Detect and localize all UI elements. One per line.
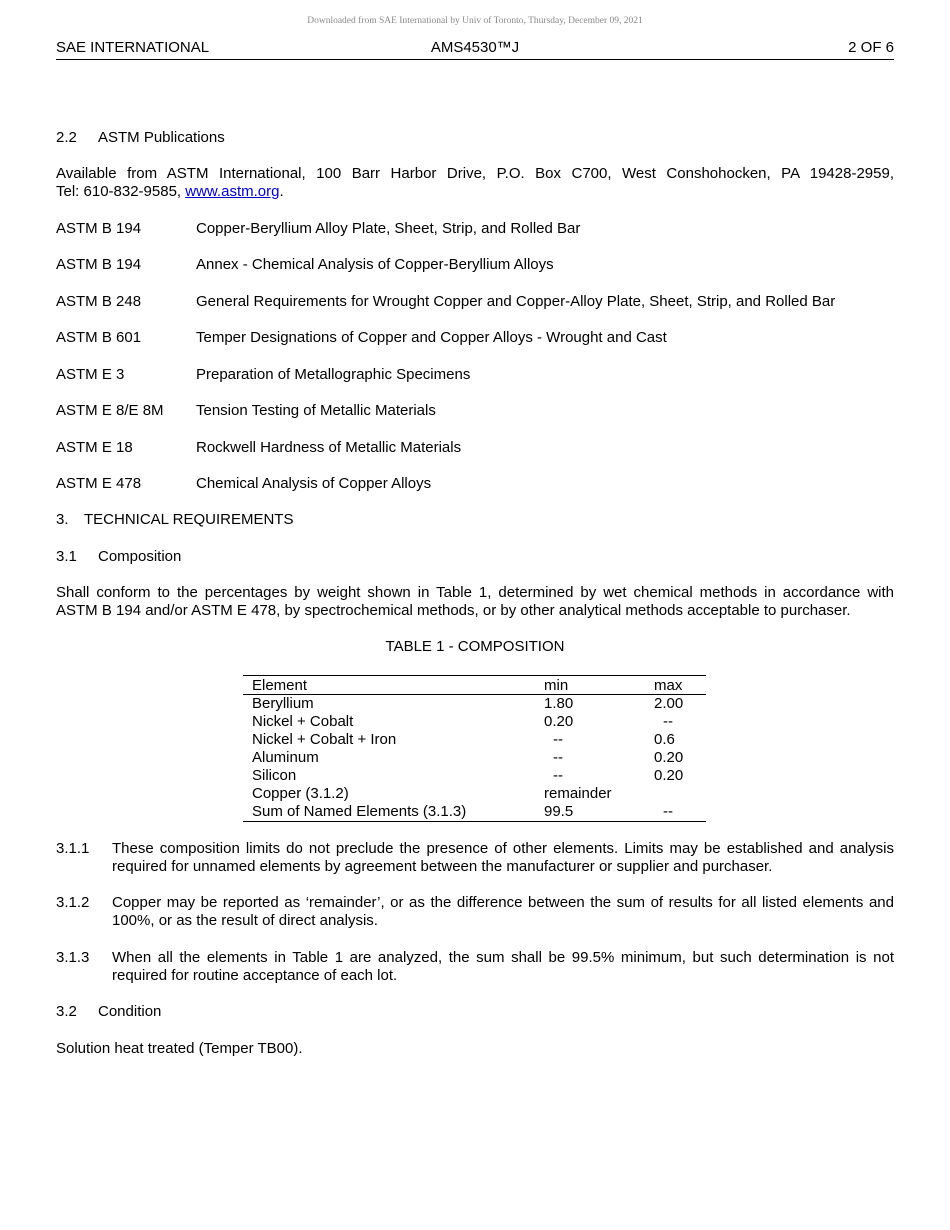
min-cell: -- <box>553 767 563 784</box>
section-3-2-heading <box>56 1003 161 1020</box>
reference-title: Preparation of Metallographic Specimens <box>196 366 471 383</box>
max-cell: 0.20 <box>654 749 684 766</box>
table-row <box>243 803 706 822</box>
reference-title: Annex - Chemical Analysis of Copper-Beryllium Alloys <box>196 256 554 273</box>
reference-title: Rockwell Hardness of Metallic Materials <box>196 439 462 456</box>
subsection-text <box>112 840 894 876</box>
subsection-number: 3.1.3 <box>56 949 90 966</box>
element-cell: Aluminum <box>252 749 319 766</box>
subsection-line-1: When all the elements in Table 1 are analyzed, the sum shall be 99.5% minimum, but such determination is not <box>112 949 894 966</box>
page-header <box>56 38 894 60</box>
table-row <box>243 749 706 767</box>
min-cell: 0.20 <box>544 713 574 730</box>
reference-row <box>56 439 894 457</box>
element-cell: Sum of Named Elements (3.1.3) <box>252 803 467 820</box>
reference-code: ASTM B 248 <box>56 293 142 310</box>
subsection-line-2: required for routine acceptance of each lot. <box>112 967 398 984</box>
section-2-2-heading <box>56 129 225 146</box>
astm-availability-paragraph <box>56 165 894 201</box>
table-1-title: TABLE 1 - COMPOSITION <box>385 638 565 655</box>
subsection-number: 3.1.1 <box>56 840 90 857</box>
reference-code: ASTM B 601 <box>56 329 142 346</box>
reference-code: ASTM B 194 <box>56 220 142 237</box>
availability-line-2-suffix: . <box>279 183 284 200</box>
min-cell: 99.5 <box>544 803 574 820</box>
table-row <box>243 767 706 785</box>
subsection-line-1: Copper may be reported as ‘remainder’, or as the difference between the sum of results for all listed elements and <box>112 894 894 911</box>
composition-line-2: ASTM B 194 and/or ASTM E 478, by spectrochemical methods, or by other analytical methods acceptable to purchaser. <box>56 602 851 619</box>
table-row <box>243 713 706 731</box>
reference-title: Tension Testing of Metallic Materials <box>196 402 436 419</box>
table-row <box>243 695 706 714</box>
reference-title: Chemical Analysis of Copper Alloys <box>196 475 432 492</box>
section-title: ASTM Publications <box>98 129 225 146</box>
min-cell: -- <box>553 749 563 766</box>
download-watermark: Downloaded from SAE International by Univ of Toronto, Thursday, December 09, 2021 <box>307 16 643 26</box>
subsection-text <box>112 894 894 930</box>
composition-table <box>243 675 706 822</box>
reference-row <box>56 475 894 493</box>
element-cell: Nickel + Cobalt <box>252 713 354 730</box>
section-number: 3.1 <box>56 548 77 565</box>
reference-row <box>56 329 894 347</box>
header-document-id: AMS4530™J <box>430 39 520 56</box>
reference-code: ASTM E 18 <box>56 439 133 456</box>
min-cell: remainder <box>544 785 612 802</box>
reference-row <box>56 402 894 420</box>
section-title: Condition <box>98 1003 162 1020</box>
max-cell: 0.6 <box>654 731 675 748</box>
section-3-heading <box>56 511 293 528</box>
element-cell: Nickel + Cobalt + Iron <box>252 731 397 748</box>
table-row <box>243 785 706 803</box>
reference-title: Temper Designations of Copper and Copper Alloys - Wrought and Cast <box>196 329 667 346</box>
reference-code: ASTM E 3 <box>56 366 125 383</box>
reference-title: Copper-Beryllium Alloy Plate, Sheet, Strip, and Rolled Bar <box>196 220 581 237</box>
element-cell: Beryllium <box>252 695 314 712</box>
reference-row <box>56 366 894 384</box>
reference-row <box>56 256 894 274</box>
astm-website-link[interactable]: www.astm.org <box>185 183 280 200</box>
max-cell: -- <box>663 713 673 730</box>
max-cell: 0.20 <box>654 767 684 784</box>
min-cell: -- <box>553 731 563 748</box>
reference-row <box>56 293 894 311</box>
section-number: 3.2 <box>56 1003 77 1020</box>
section-3-1-heading <box>56 548 181 565</box>
table-row <box>243 731 706 749</box>
composition-line-1: Shall conform to the percentages by weight shown in Table 1, determined by wet chemical methods in accordance with <box>56 584 894 601</box>
element-cell: Copper (3.1.2) <box>252 785 349 802</box>
reference-row <box>56 220 894 238</box>
reference-title: General Requirements for Wrought Copper and Copper-Alloy Plate, Sheet, Strip, and Rolled Bar <box>196 293 836 310</box>
reference-code: ASTM B 194 <box>56 256 142 273</box>
subsection-number: 3.1.2 <box>56 894 90 911</box>
subsection-text <box>112 949 894 985</box>
table-header-row <box>243 676 706 695</box>
subsection-line-2: required for unnamed elements by agreement between the manufacturer or supplier and purchaser. <box>112 858 773 875</box>
reference-code: ASTM E 478 <box>56 475 142 492</box>
subsection-line-1: These composition limits do not preclude the presence of other elements. Limits may be established and analysis <box>112 840 894 857</box>
max-cell <box>654 785 706 803</box>
subsection-line-2: 100%, or as the result of direct analysis. <box>112 912 378 929</box>
availability-line-2-prefix: Tel: 610-832-9585, <box>56 183 186 200</box>
element-cell: Silicon <box>252 767 297 784</box>
reference-code: ASTM E 8/E 8M <box>56 402 164 419</box>
max-cell: -- <box>663 803 673 820</box>
section-title: TECHNICAL REQUIREMENTS <box>84 511 294 528</box>
header-page-number: 2 OF 6 <box>848 39 894 56</box>
max-cell: 2.00 <box>654 695 684 712</box>
header-organization: SAE INTERNATIONAL <box>56 39 210 56</box>
section-title: Composition <box>98 548 182 565</box>
section-number: 3. <box>56 511 69 528</box>
condition-paragraph: Solution heat treated (Temper TB00). <box>56 1040 303 1057</box>
header-min: min <box>544 676 654 695</box>
availability-line-1: Available from ASTM International, 100 Barr Harbor Drive, P.O. Box C700, West Conshohocken, PA 19428-2959, <box>56 165 894 182</box>
header-max: max <box>654 676 706 695</box>
section-number: 2.2 <box>56 129 77 146</box>
composition-paragraph <box>56 584 894 620</box>
min-cell: 1.80 <box>544 695 574 712</box>
header-element: Element <box>243 676 544 695</box>
